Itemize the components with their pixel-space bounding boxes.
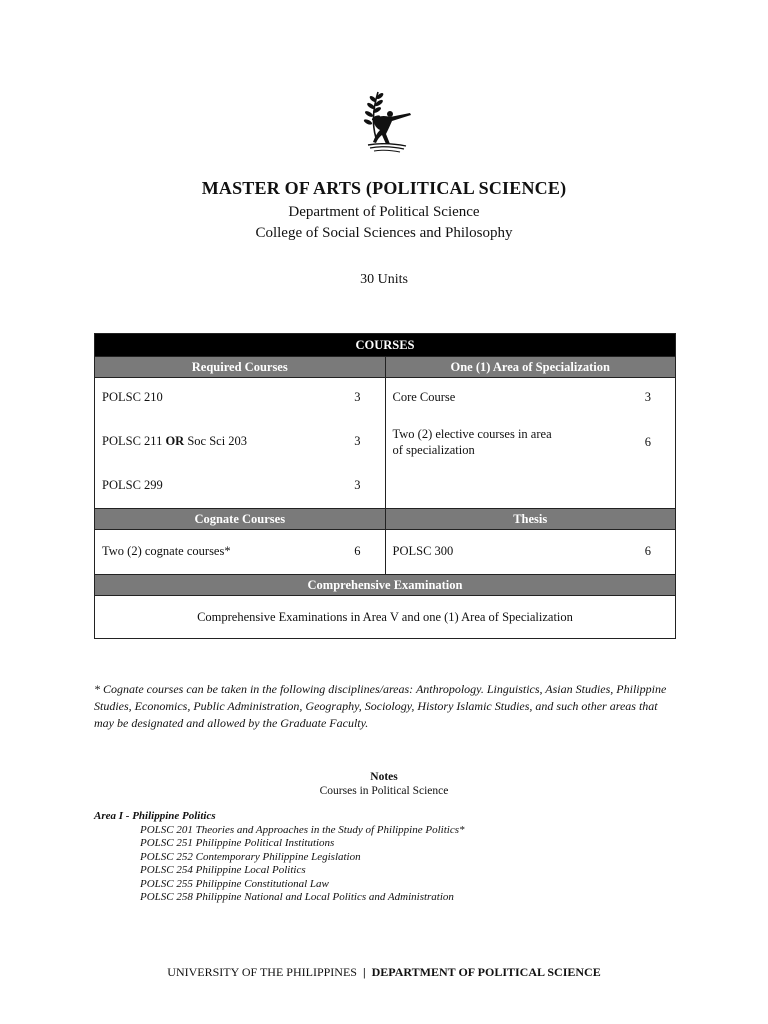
- list-item: POLSC 201 Theories and Approaches in the Study of Philippine Politics*: [140, 824, 465, 836]
- course-units: 3: [354, 390, 361, 404]
- course-row: [95, 434, 385, 449]
- thesis-header: Thesis: [385, 509, 676, 530]
- list-item: POLSC 252 Contemporary Philippine Legislation: [140, 850, 361, 863]
- list-item: POLSC 254 Philippine Local Politics: [140, 864, 306, 877]
- notes-title: Notes: [370, 771, 398, 783]
- course-name-line1: Two (2) elective courses in area: [392, 427, 552, 441]
- page-title: MASTER OF ARTS (POLITICAL SCIENCE): [201, 178, 567, 198]
- course-units: 6: [354, 544, 361, 558]
- course-name: POLSC 300: [392, 544, 454, 558]
- course-row: [95, 390, 385, 405]
- list-item: POLSC 255 Philippine Constitutional Law: [140, 877, 329, 890]
- college-name: College of Social Sciences and Philosophy: [255, 225, 513, 241]
- footer-separator: |: [362, 965, 366, 979]
- courses-table-title: COURSES: [95, 334, 676, 357]
- list-item: POLSC 258 Philippine National and Local Politics and Administration: [140, 891, 454, 904]
- course-name: [393, 426, 552, 458]
- total-units: 30 Units: [360, 272, 408, 287]
- comprehensive-exam-header: Comprehensive Examination: [95, 575, 676, 596]
- cognate-footnote: [94, 681, 684, 732]
- thesis-cell: [385, 530, 676, 575]
- course-row: [386, 426, 676, 458]
- course-name: POLSC 210: [102, 390, 163, 404]
- course-name: POLSC 299: [102, 478, 163, 492]
- specialization-cell: [385, 378, 676, 509]
- course-row: [386, 390, 676, 405]
- course-units: 3: [354, 478, 361, 492]
- course-units: 3: [354, 434, 361, 448]
- page-footer: [0, 965, 768, 980]
- notes-subtitle: Courses in Political Science: [319, 785, 449, 797]
- course-name: Core Course: [392, 390, 456, 404]
- footnote-line: may be designated and allowed by the Graduate Faculty.: [94, 716, 369, 730]
- footnote-line: * Cognate courses can be taken in the following disciplines/areas: Anthropology. Linguistics, Asian Studies, Philippine: [94, 682, 667, 696]
- footer-university: UNIVERSITY OF THE PHILIPPINES: [167, 965, 357, 979]
- area-course-list: [140, 824, 464, 904]
- courses-table: [94, 333, 676, 639]
- course-name: Two (2) cognate courses*: [102, 544, 231, 558]
- course-units: 6: [644, 544, 651, 558]
- course-or-label: OR: [165, 434, 185, 448]
- university-emblem-icon: [356, 88, 414, 154]
- course-name: [102, 434, 247, 449]
- specialization-header: One (1) Area of Specialization: [385, 357, 676, 378]
- comprehensive-exam-text: Comprehensive Examinations in Area V and one (1) Area of Specialization: [95, 596, 676, 639]
- required-courses-header: Required Courses: [95, 357, 386, 378]
- course-row: [95, 478, 385, 493]
- cognate-courses-cell: [95, 530, 386, 575]
- required-courses-cell: [95, 378, 386, 509]
- list-item: POLSC 251 Philippine Political Institutions: [140, 837, 335, 850]
- course-name-line2: of specialization: [392, 443, 475, 457]
- course-units: 3: [644, 390, 651, 404]
- footer-department: DEPARTMENT OF POLITICAL SCIENCE: [371, 965, 601, 979]
- course-name-b: Soc Sci 203: [184, 434, 248, 448]
- footnote-line: Studies, Economics, Public Administration, Geography, Sociology, History Islamic Studies, and such other areas that: [94, 699, 658, 713]
- cognate-courses-header: Cognate Courses: [95, 509, 386, 530]
- department-name: Department of Political Science: [288, 204, 480, 220]
- course-name-a: POLSC 211: [102, 434, 166, 448]
- area-title: Area I - Philippine Politics: [94, 810, 216, 822]
- course-row: [95, 544, 385, 559]
- course-units: 6: [644, 435, 651, 449]
- course-row: [386, 544, 676, 559]
